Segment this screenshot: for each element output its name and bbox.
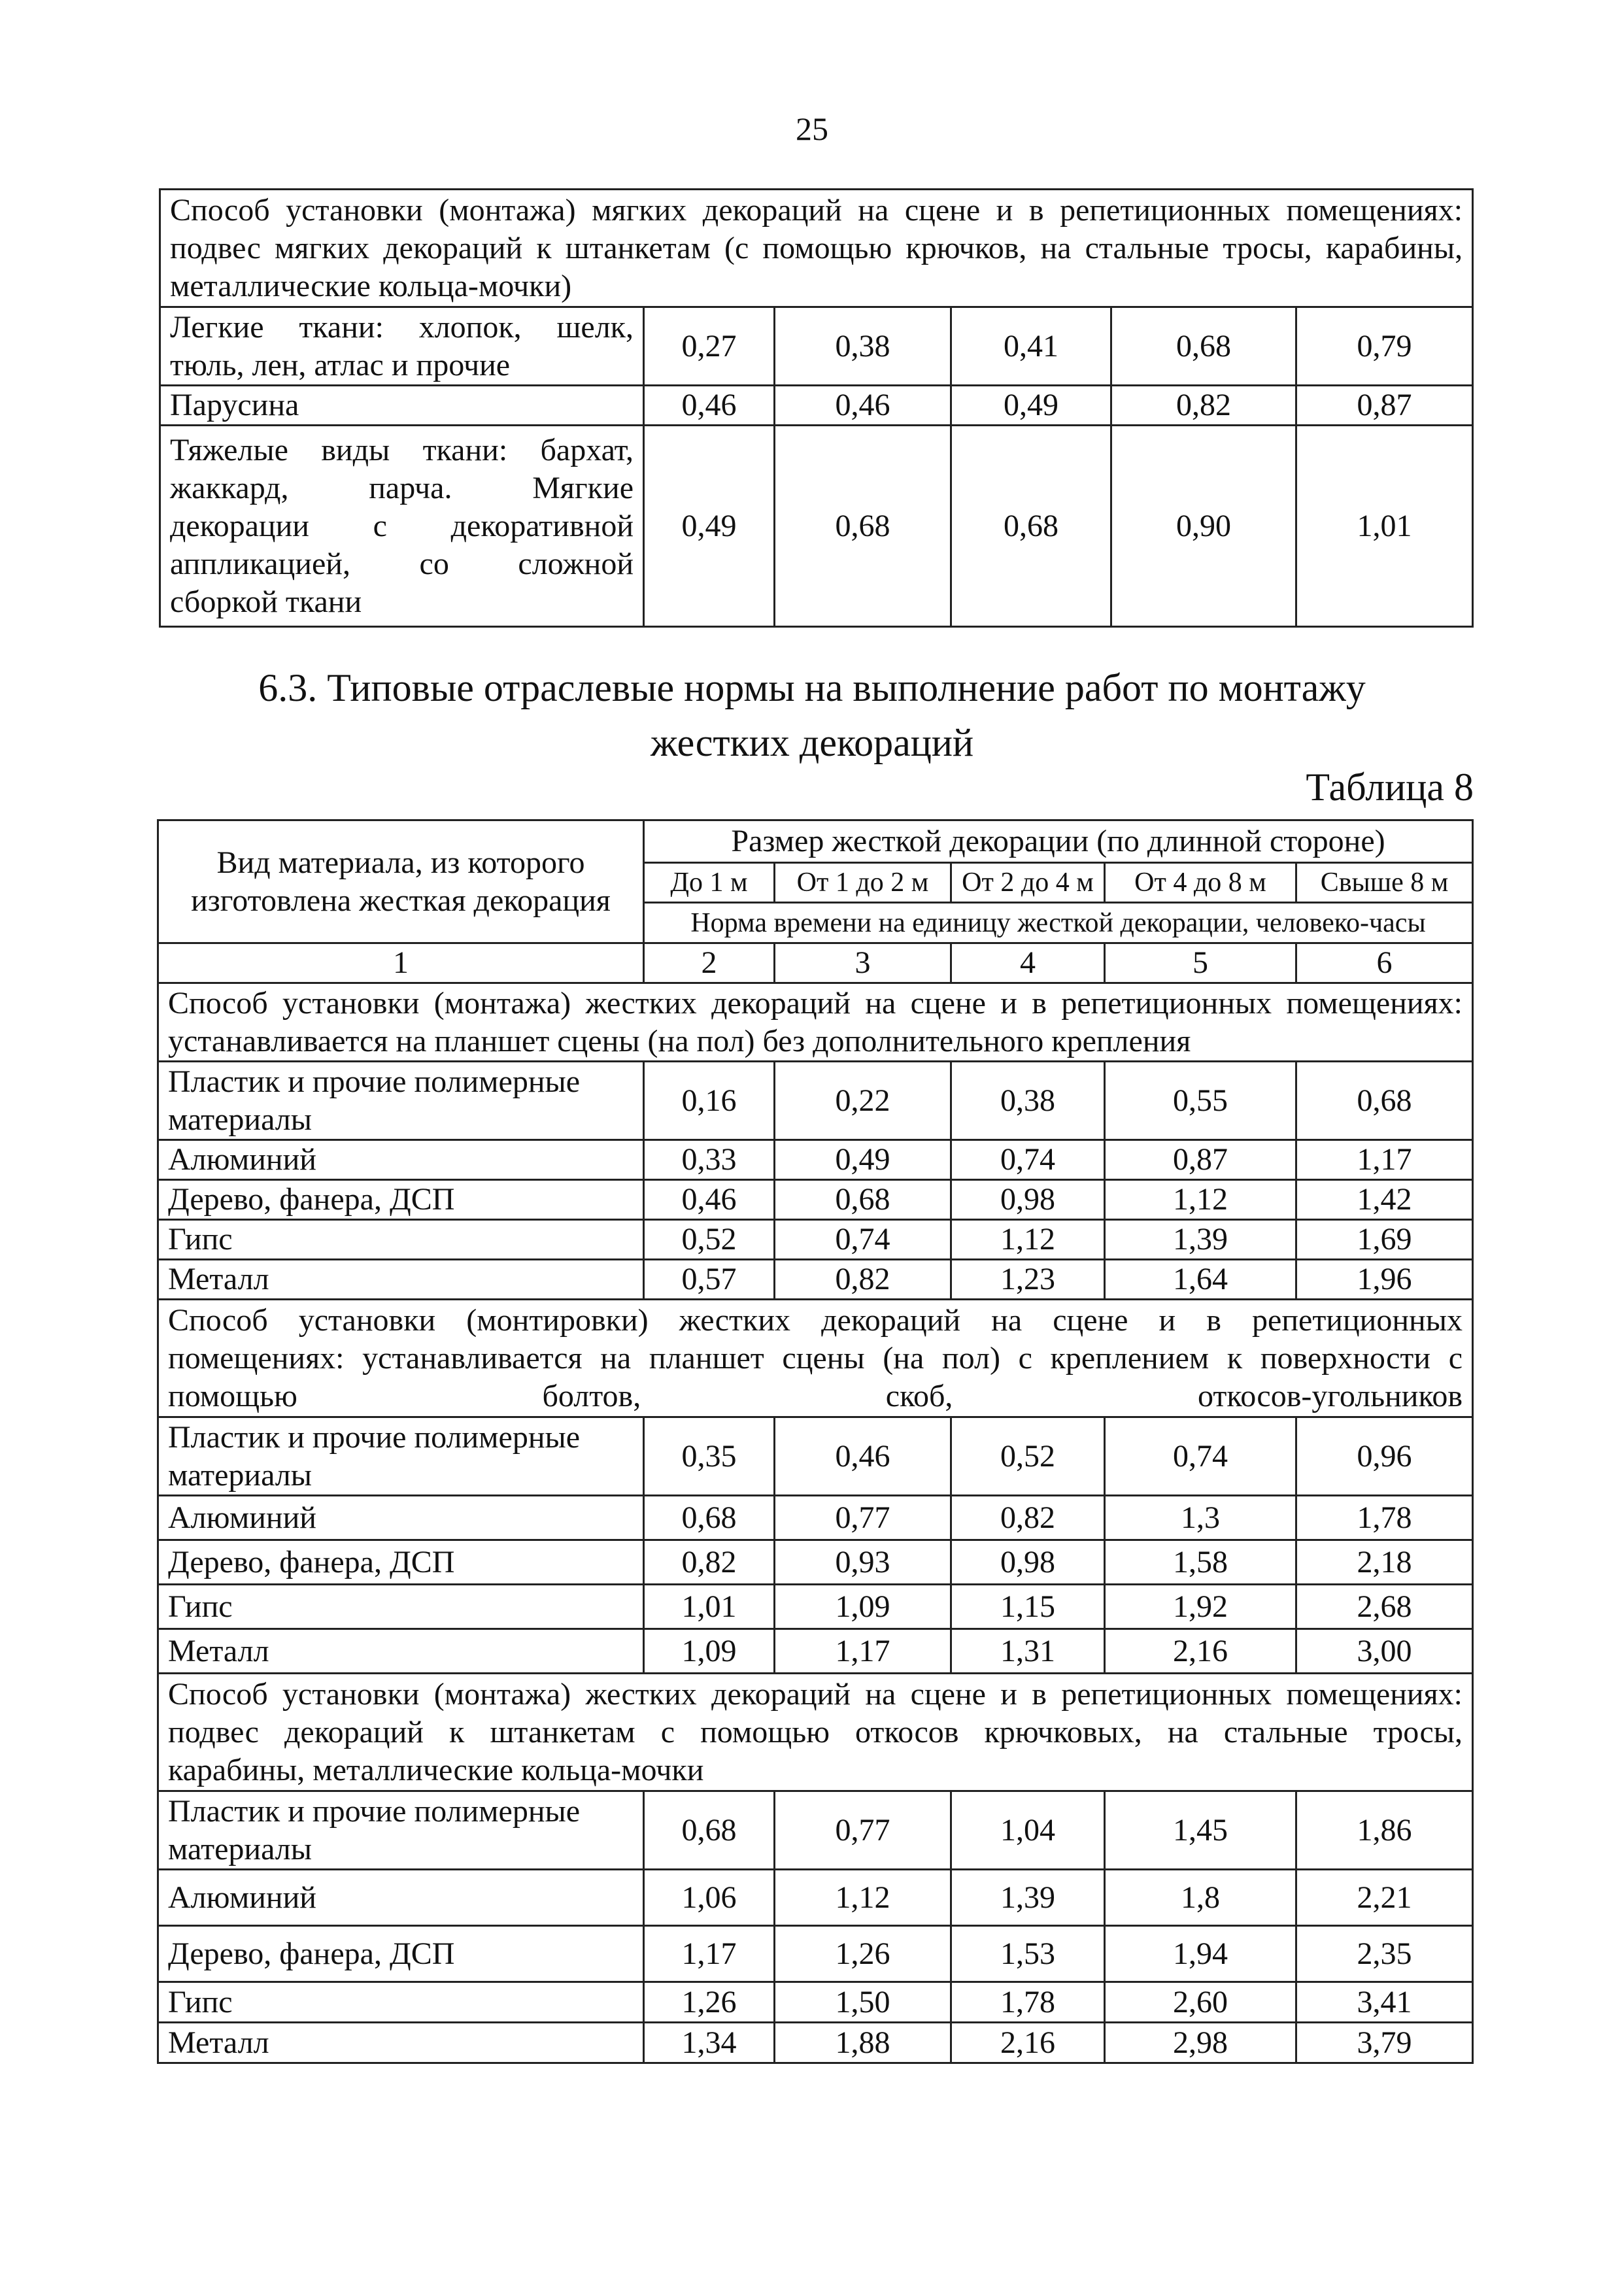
row-label — [158, 1220, 644, 1260]
value-cell: 0,46 — [644, 1180, 775, 1220]
value-cell: 0,68 — [644, 1496, 775, 1540]
label-line: Дерево, фанера, ДСП — [168, 1936, 455, 1971]
value-cell: 1,58 — [1105, 1540, 1296, 1585]
value-cell: 0,68 — [951, 426, 1111, 627]
row-label — [158, 1585, 644, 1629]
label-line: Гипс — [168, 1589, 233, 1624]
row-label — [158, 1140, 644, 1180]
value-cell: 0,38 — [775, 307, 951, 386]
page-number: 25 — [796, 110, 828, 147]
table-row — [158, 1140, 1473, 1180]
value-cell: 1,17 — [1296, 1140, 1473, 1180]
row-label — [158, 1791, 644, 1870]
caption-line: подвес мягких декораций к штанкетам (с помощью крючков, на стальные тросы, карабины, — [170, 230, 1463, 265]
row-label — [158, 1496, 644, 1540]
value-cell: 1,39 — [951, 1870, 1105, 1926]
table-row — [160, 307, 1473, 386]
label-line: материалы — [168, 1831, 313, 1866]
row-label — [158, 2023, 644, 2063]
value-cell: 1,50 — [775, 1982, 951, 2023]
value-cell: 0,82 — [644, 1540, 775, 1585]
value-cell: 0,77 — [775, 1791, 951, 1870]
value-cell: 2,35 — [1296, 1926, 1473, 1982]
value-cell: 0,46 — [775, 1417, 951, 1496]
column-number: 1 — [158, 943, 644, 983]
value-cell: 1,17 — [644, 1926, 775, 1982]
value-cell: 1,53 — [951, 1926, 1105, 1982]
value-cell: 2,60 — [1105, 1982, 1296, 2023]
label-line: Металл — [168, 1262, 269, 1296]
value-cell: 1,01 — [1296, 426, 1473, 627]
size-column-header: До 1 м — [644, 863, 775, 903]
soft-decor-table — [159, 188, 1474, 628]
label-line: Алюминий — [168, 1500, 316, 1535]
value-cell: 0,49 — [951, 386, 1111, 426]
value-cell: 1,17 — [775, 1629, 951, 1674]
value-cell: 1,09 — [775, 1585, 951, 1629]
label-line: Тяжелые виды ткани: бархат, — [170, 432, 634, 467]
value-cell: 1,39 — [1105, 1220, 1296, 1260]
label-line: Алюминий — [168, 1880, 316, 1915]
label-line: Пластик и прочие полимерные — [168, 1419, 581, 1455]
value-cell: 0,68 — [1111, 307, 1296, 386]
caption-line: Способ установки (монтировки) жестких декораций на сцене и в репетиционных — [168, 1302, 1463, 1338]
column-number: 2 — [644, 943, 775, 983]
table-label: Таблица 8 — [1306, 766, 1474, 809]
value-cell: 0,46 — [775, 386, 951, 426]
value-cell: 0,35 — [644, 1417, 775, 1496]
table-row — [158, 1540, 1473, 1585]
value-cell: 0,52 — [644, 1220, 775, 1260]
value-cell: 3,41 — [1296, 1982, 1473, 2023]
label-line: сборкой ткани — [170, 584, 362, 619]
value-cell: 1,3 — [1105, 1496, 1296, 1540]
value-cell: 0,49 — [775, 1140, 951, 1180]
label-line: Алюминий — [168, 1142, 316, 1177]
row-label — [160, 386, 644, 426]
value-cell: 1,78 — [951, 1982, 1105, 2023]
value-cell: 1,88 — [775, 2023, 951, 2063]
value-cell: 1,12 — [775, 1870, 951, 1926]
row-label — [158, 1180, 644, 1220]
value-cell: 1,34 — [644, 2023, 775, 2063]
value-cell: 1,69 — [1296, 1220, 1473, 1260]
table-row — [158, 1260, 1473, 1300]
label-line: Дерево, фанера, ДСП — [168, 1182, 455, 1217]
table-row — [158, 1926, 1473, 1982]
size-column-header: От 4 до 8 м — [1105, 863, 1296, 903]
caption-line: устанавливается на планшет сцены (на пол) без дополнительного крепления — [168, 1023, 1191, 1058]
label-line: материалы — [168, 1102, 313, 1137]
label-line: Металл — [168, 1633, 269, 1668]
row-label — [158, 1870, 644, 1926]
table-row — [158, 1062, 1473, 1140]
label-line: материалы — [168, 1457, 313, 1493]
value-cell: 1,26 — [775, 1926, 951, 1982]
table-row — [158, 1982, 1473, 2023]
label-line: Гипс — [168, 1222, 233, 1257]
table-row — [158, 1496, 1473, 1540]
value-cell: 1,94 — [1105, 1926, 1296, 1982]
value-cell: 0,68 — [644, 1791, 775, 1870]
row-label — [158, 1062, 644, 1140]
table-row — [158, 1180, 1473, 1220]
value-cell: 3,00 — [1296, 1629, 1473, 1674]
group-caption-row — [158, 983, 1473, 1062]
value-cell: 1,64 — [1105, 1260, 1296, 1300]
label-line: декорации с декоративной — [170, 508, 634, 543]
row-label — [158, 1417, 644, 1496]
label-line: Пластик и прочие полимерные — [168, 1064, 581, 1099]
value-cell: 2,98 — [1105, 2023, 1296, 2063]
row-label — [160, 426, 644, 627]
size-column-header: От 1 до 2 м — [775, 863, 951, 903]
value-cell: 0,87 — [1296, 386, 1473, 426]
value-cell: 2,16 — [951, 2023, 1105, 2063]
group-caption — [158, 1674, 1473, 1791]
value-cell: 0,98 — [951, 1540, 1105, 1585]
label-line: Пластик и прочие полимерные — [168, 1793, 581, 1829]
value-cell: 0,68 — [775, 426, 951, 627]
section-title-cont: жестких декораций — [650, 721, 974, 764]
row-label — [158, 1540, 644, 1585]
group-caption-row — [160, 190, 1473, 307]
value-cell: 0,46 — [644, 386, 775, 426]
group-caption-row — [158, 1300, 1473, 1417]
value-cell: 0,22 — [775, 1062, 951, 1140]
value-cell: 0,98 — [951, 1180, 1105, 1220]
label-line: Гипс — [168, 1984, 233, 2019]
label-line: жаккард, парча. Мягкие — [170, 470, 634, 505]
value-cell: 1,15 — [951, 1585, 1105, 1629]
value-cell: 0,68 — [775, 1180, 951, 1220]
value-cell: 0,74 — [951, 1140, 1105, 1180]
group-caption-row — [158, 1674, 1473, 1791]
group-caption — [160, 190, 1473, 307]
header-material: Вид материала, из которого изготовлена жесткая декорация — [158, 820, 644, 943]
value-cell: 1,92 — [1105, 1585, 1296, 1629]
table-row — [160, 386, 1473, 426]
caption-line: помещениях: устанавливается на планшет сцены (на пол) с креплением к поверхности с — [168, 1340, 1463, 1376]
value-cell: 1,06 — [644, 1870, 775, 1926]
label-line: аппликацией, со сложной — [170, 546, 634, 581]
value-cell: 1,86 — [1296, 1791, 1473, 1870]
value-cell: 1,12 — [951, 1220, 1105, 1260]
caption-line: карабины, металлические кольца-мочки — [168, 1752, 704, 1787]
table-row — [158, 1220, 1473, 1260]
value-cell: 3,79 — [1296, 2023, 1473, 2063]
value-cell: 0,68 — [1296, 1062, 1473, 1140]
value-cell: 1,12 — [1105, 1180, 1296, 1220]
value-cell: 0,74 — [775, 1220, 951, 1260]
row-label — [160, 307, 644, 386]
caption-line: подвес декораций к штанкетам с помощью откосов крючковых, на стальные тросы, — [168, 1714, 1463, 1749]
value-cell: 0,82 — [775, 1260, 951, 1300]
value-cell: 2,68 — [1296, 1585, 1473, 1629]
label-line: Легкие ткани: хлопок, шелк, — [170, 309, 634, 345]
label-line: тюль, лен, атлас и прочие — [170, 347, 511, 382]
value-cell: 0,41 — [951, 307, 1111, 386]
size-column-header: Свыше 8 м — [1296, 863, 1473, 903]
caption-line: Способ установки (монтажа) жестких декораций на сцене и в репетиционных помещениях: — [168, 985, 1463, 1021]
table-row — [158, 1629, 1473, 1674]
value-cell: 1,96 — [1296, 1260, 1473, 1300]
row-label — [158, 1260, 644, 1300]
value-cell: 0,77 — [775, 1496, 951, 1540]
value-cell: 0,82 — [1111, 386, 1296, 426]
column-number: 6 — [1296, 943, 1473, 983]
caption-line: металлические кольца-мочки) — [170, 268, 572, 303]
value-cell: 0,55 — [1105, 1062, 1296, 1140]
table-row — [158, 1870, 1473, 1926]
row-label — [158, 1629, 644, 1674]
value-cell: 1,09 — [644, 1629, 775, 1674]
table-row — [158, 1585, 1473, 1629]
column-number: 4 — [951, 943, 1105, 983]
value-cell: 1,23 — [951, 1260, 1105, 1300]
value-cell: 1,42 — [1296, 1180, 1473, 1220]
column-number: 3 — [775, 943, 951, 983]
table-row — [158, 1791, 1473, 1870]
value-cell: 1,78 — [1296, 1496, 1473, 1540]
value-cell: 0,57 — [644, 1260, 775, 1300]
value-cell: 0,52 — [951, 1417, 1105, 1496]
value-cell: 1,01 — [644, 1585, 775, 1629]
label-line: Дерево, фанера, ДСП — [168, 1544, 455, 1579]
value-cell: 0,74 — [1105, 1417, 1296, 1496]
value-cell: 1,26 — [644, 1982, 775, 2023]
value-cell: 1,8 — [1105, 1870, 1296, 1926]
caption-line: Способ установки (монтажа) жестких декораций на сцене и в репетиционных помещениях: — [168, 1676, 1463, 1712]
header-norm: Норма времени на единицу жесткой декорации, человеко-часы — [644, 903, 1473, 943]
value-cell: 0,33 — [644, 1140, 775, 1180]
caption-line: помощью болтов, скоб, откосов-угольников — [168, 1378, 1463, 1413]
value-cell: 0,82 — [951, 1496, 1105, 1540]
value-cell: 0,96 — [1296, 1417, 1473, 1496]
label-line: Парусина — [170, 388, 299, 422]
header-size: Размер жесткой декорации (по длинной стороне) — [644, 820, 1473, 863]
value-cell: 0,16 — [644, 1062, 775, 1140]
row-label — [158, 1982, 644, 2023]
value-cell: 0,90 — [1111, 426, 1296, 627]
value-cell: 1,04 — [951, 1791, 1105, 1870]
value-cell: 2,18 — [1296, 1540, 1473, 1585]
value-cell: 1,45 — [1105, 1791, 1296, 1870]
group-caption — [158, 983, 1473, 1062]
value-cell: 2,16 — [1105, 1629, 1296, 1674]
caption-line: Способ установки (монтажа) мягких декораций на сцене и в репетиционных помещениях: — [170, 192, 1463, 228]
value-cell: 0,79 — [1296, 307, 1473, 386]
value-cell: 0,87 — [1105, 1140, 1296, 1180]
row-label — [158, 1926, 644, 1982]
value-cell: 0,49 — [644, 426, 775, 627]
value-cell: 0,93 — [775, 1540, 951, 1585]
column-number: 5 — [1105, 943, 1296, 983]
value-cell: 2,21 — [1296, 1870, 1473, 1926]
section-title: 6.3. Типовые отраслевые нормы на выполнение работ по монтажу — [258, 666, 1366, 709]
value-cell: 0,38 — [951, 1062, 1105, 1140]
value-cell: 1,31 — [951, 1629, 1105, 1674]
label-line: Металл — [168, 2025, 269, 2060]
value-cell: 0,27 — [644, 307, 775, 386]
size-column-header: От 2 до 4 м — [951, 863, 1105, 903]
table-row — [158, 1417, 1473, 1496]
table-8 — [157, 819, 1474, 2064]
table-row — [158, 2023, 1473, 2063]
table-row — [160, 426, 1473, 627]
group-caption — [158, 1300, 1473, 1417]
